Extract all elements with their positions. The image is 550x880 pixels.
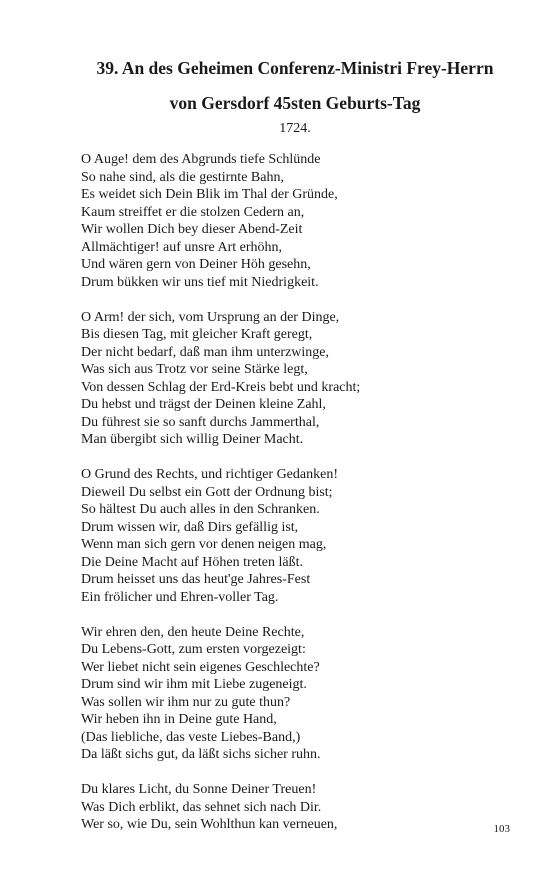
- verse-line: Wir heben ihn in Deine gute Hand,: [81, 712, 277, 727]
- verse-line: Bis diesen Tag, mit gleicher Kraft geregt,: [81, 327, 313, 342]
- verse-line: (Das liebliche, das veste Liebes-Band,): [81, 729, 301, 745]
- verse-line: Allmächtiger! auf unsre Art erhöhn,: [81, 239, 282, 255]
- verse-line: Drum wissen wir, daß Dirs gefällig ist,: [81, 519, 299, 535]
- verse-line: O Arm! der sich, vom Ursprung an der Dinge,: [81, 309, 340, 325]
- verse-line: O Auge! dem des Abgrunds tiefe Schlünde: [81, 152, 321, 167]
- verse-line: Drum sind wir ihm mit Liebe zugeneigt.: [81, 677, 307, 692]
- stanza: [81, 624, 521, 764]
- verse-line: Wer so, wie Du, sein Wohlthun kan verneuen,: [81, 817, 338, 832]
- verse-line: Von dessen Schlag der Erd-Kreis bebt und kracht;: [81, 379, 361, 395]
- verse-line: So nahe sind, als die gestirnte Bahn,: [81, 169, 284, 185]
- verse-line: Wenn man sich gern vor denen neigen mag,: [81, 537, 327, 552]
- verse-line: Drum bükken wir uns tief mit Niedrigkeit.: [81, 274, 319, 290]
- stanza: [81, 466, 521, 606]
- verse-line: Dieweil Du selbst ein Gott der Ordnung bist;: [81, 484, 333, 500]
- verse-line: Kaum streiffet er die stolzen Cedern an,: [81, 204, 305, 220]
- verse-line: Die Deine Macht auf Höhen treten läßt.: [81, 554, 303, 570]
- verse-line: Drum heisset uns das heut'ge Jahres-Fest: [81, 572, 311, 587]
- verse-line: Und wären gern von Deiner Höh gesehn,: [81, 257, 311, 272]
- verse-line: Was sich aus Trotz vor seine Stärke legt,: [81, 362, 308, 377]
- poem-year: 1724.: [279, 121, 311, 136]
- stanza: [81, 781, 521, 834]
- verse-line: Was Dich erblikt, das sehnet sich nach Dir.: [81, 799, 322, 815]
- stanza: [81, 309, 521, 449]
- verse-line: Du klares Licht, du Sonne Deiner Treuen!: [81, 782, 317, 797]
- verse-line: Der nicht bedarf, daß man ihm unterzwinge,: [81, 344, 330, 360]
- verse-line: Wir wollen Dich bey dieser Abend-Zeit: [81, 222, 303, 237]
- verse-line: Es weidet sich Dein Blik im Thal der Gründe,: [81, 187, 338, 202]
- verse-line: Wir ehren den, den heute Deine Rechte,: [81, 624, 305, 640]
- verse-line: Man übergibt sich willig Deiner Macht.: [81, 432, 304, 447]
- verse-line: Wer liebet nicht sein eigenes Geschlechte?: [81, 659, 320, 675]
- poem-body: [81, 151, 521, 834]
- verse-line: Was sollen wir ihm nur zu gute thun?: [81, 694, 291, 710]
- verse-line: O Grund des Rechts, und richtiger Gedanken!: [81, 467, 338, 482]
- page-number: 103: [493, 823, 510, 835]
- stanza: [81, 151, 521, 291]
- verse-line: Da läßt sichs gut, da läßt sichs sicher ruhn.: [81, 747, 321, 762]
- verse-line: Du Lebens-Gott, zum ersten vorgezeigt:: [81, 642, 306, 657]
- verse-line: So hältest Du auch alles in den Schranken.: [81, 502, 320, 517]
- verse-line: Du hebst und trägst der Deinen kleine Zahl,: [81, 397, 326, 412]
- verse-line: Ein frölicher und Ehren-voller Tag.: [81, 589, 279, 605]
- poem-title-line-2: von Gersdorf 45sten Geburts-Tag: [169, 93, 421, 113]
- poem-title-line-1: 39. An des Geheimen Conferenz-Ministri Frey-Herrn: [96, 58, 494, 78]
- verse-line: Du führest sie so sanft durchs Jammerthal,: [81, 414, 320, 430]
